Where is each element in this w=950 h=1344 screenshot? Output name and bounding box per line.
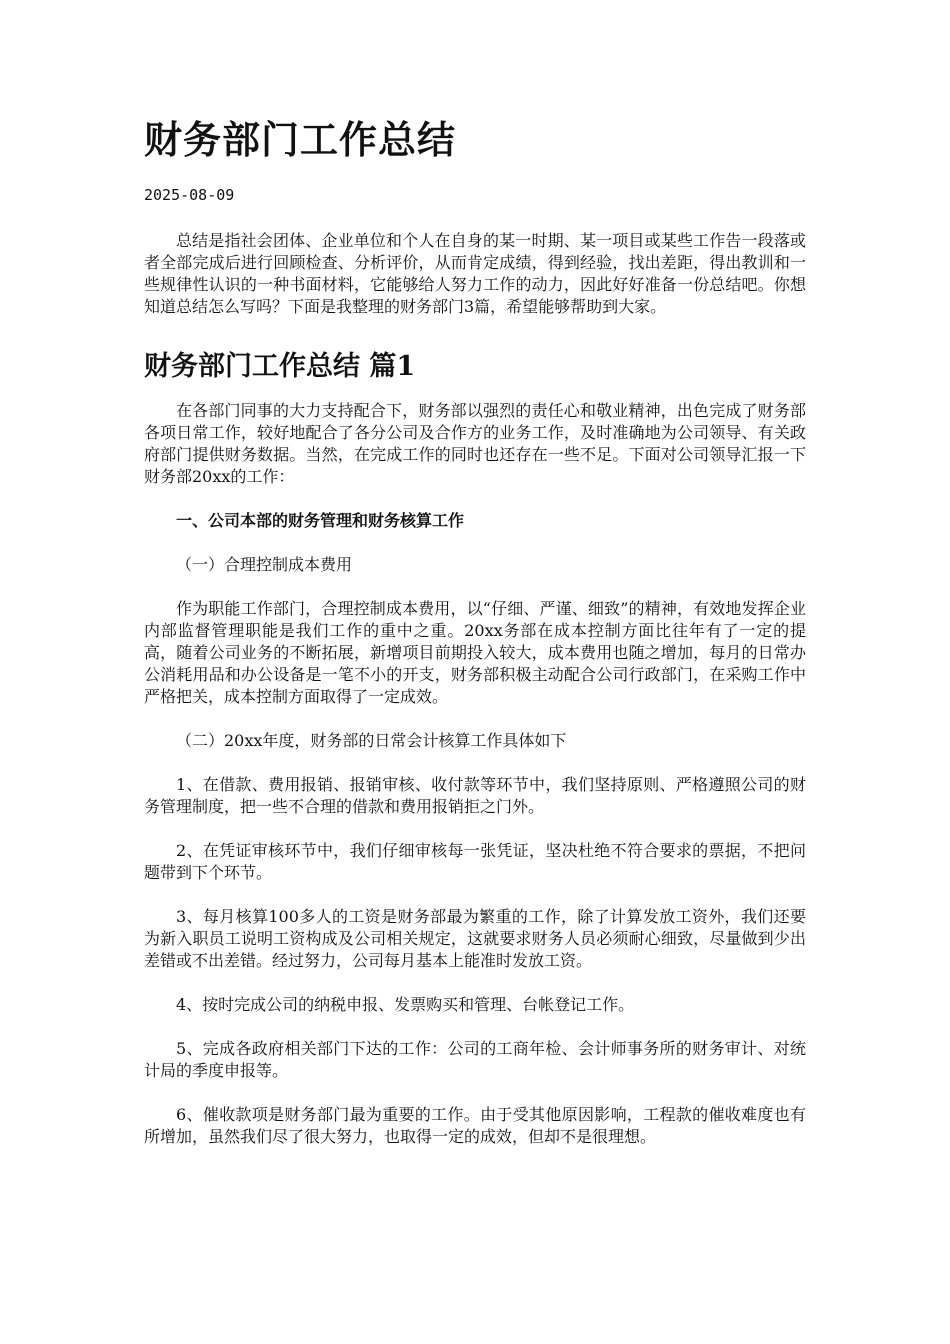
list-item: 2、在凭证审核环节中，我们仔细审核每一张凭证，坚决杜绝不符合要求的票据，不把问题带到下个环节。 [144, 841, 806, 882]
article-intro-paragraph: 在各部门同事的大力支持配合下，财务部以强烈的责任心和敬业精神，出色完成了财务部各项日常工作，较好地配合了各分公司及合作方的业务工作，及时准确地为公司领导、有关政府部门提供财务数据。当然，在完成工作的同时也还存在一些不足。下面对公司领导汇报一下财务部20xx的工作： [144, 401, 806, 486]
document-date: 2025-08-09 [144, 186, 235, 204]
list-item: 6、催收款项是财务部门最为重要的工作。由于受其他原因影响，工程款的催收难度也有所增加，虽然我们尽了很大努力，也取得一定的成效，但却不是很理想。 [144, 1105, 806, 1146]
body-paragraph: 作为职能工作部门，合理控制成本费用，以“仔细、严谨、细致”的精神，有效地发挥企业内部监督管理职能是我们工作的重中之重。20xx务部在成本控制方面比往年有了一定的提高，随着公司业务的不断拓展，新增项目前期投入较大，成本费用也随之增加，每月的日常办公消耗用品和办公设备是一笔不小的开支，财务部积极主动配合公司行政部门，在采购工作中严格把关，成本控制方面取得了一定成效。 [144, 599, 806, 706]
document-page [144, 112, 806, 1148]
list-item: 4、按时完成公司的纳税申报、发票购买和管理、台帐登记工作。 [176, 995, 635, 1014]
list-item: 1、在借款、费用报销、报销审核、收付款等环节中，我们坚持原则、严格遵照公司的财务管理制度，把一些不合理的借款和费用报销拒之门外。 [144, 775, 806, 816]
list-item: 3、每月核算100多人的工资是财务部最为繁重的工作，除了计算发放工资外，我们还要为新入职员工说明工资构成及公司相关规定，这就要求财务人员必须耐心细致，尽量做到少出差错或不出差错。经过努力，公司每月基本上能准时发放工资。 [144, 907, 806, 970]
subsection-heading: （二）20xx年度，财务部的日常会计核算工作具体如下 [176, 731, 567, 750]
document-title: 财务部门工作总结 [144, 117, 457, 162]
list-item: 5、完成各政府相关部门下达的工作：公司的工商年检、会计师事务所的财务审计、对统计局的季度申报等。 [144, 1039, 806, 1080]
article-heading: 财务部门工作总结 篇1 [144, 351, 416, 382]
intro-paragraph: 总结是指社会团体、企业单位和个人在自身的某一时期、某一项目或某些工作告一段落或者全部完成后进行回顾检查、分析评价，从而肯定成绩，得到经验，找出差距，得出教训和一些规律性认识的一种书面材料，它能够给人努力工作的动力，因此好好准备一份总结吧。你想知道总结怎么写吗？下面是我整理的财务部门3篇，希望能够帮助到大家。 [144, 231, 806, 316]
subsection-heading: （一）合理控制成本费用 [176, 555, 353, 574]
section-heading: 一、公司本部的财务管理和财务核算工作 [176, 511, 465, 530]
